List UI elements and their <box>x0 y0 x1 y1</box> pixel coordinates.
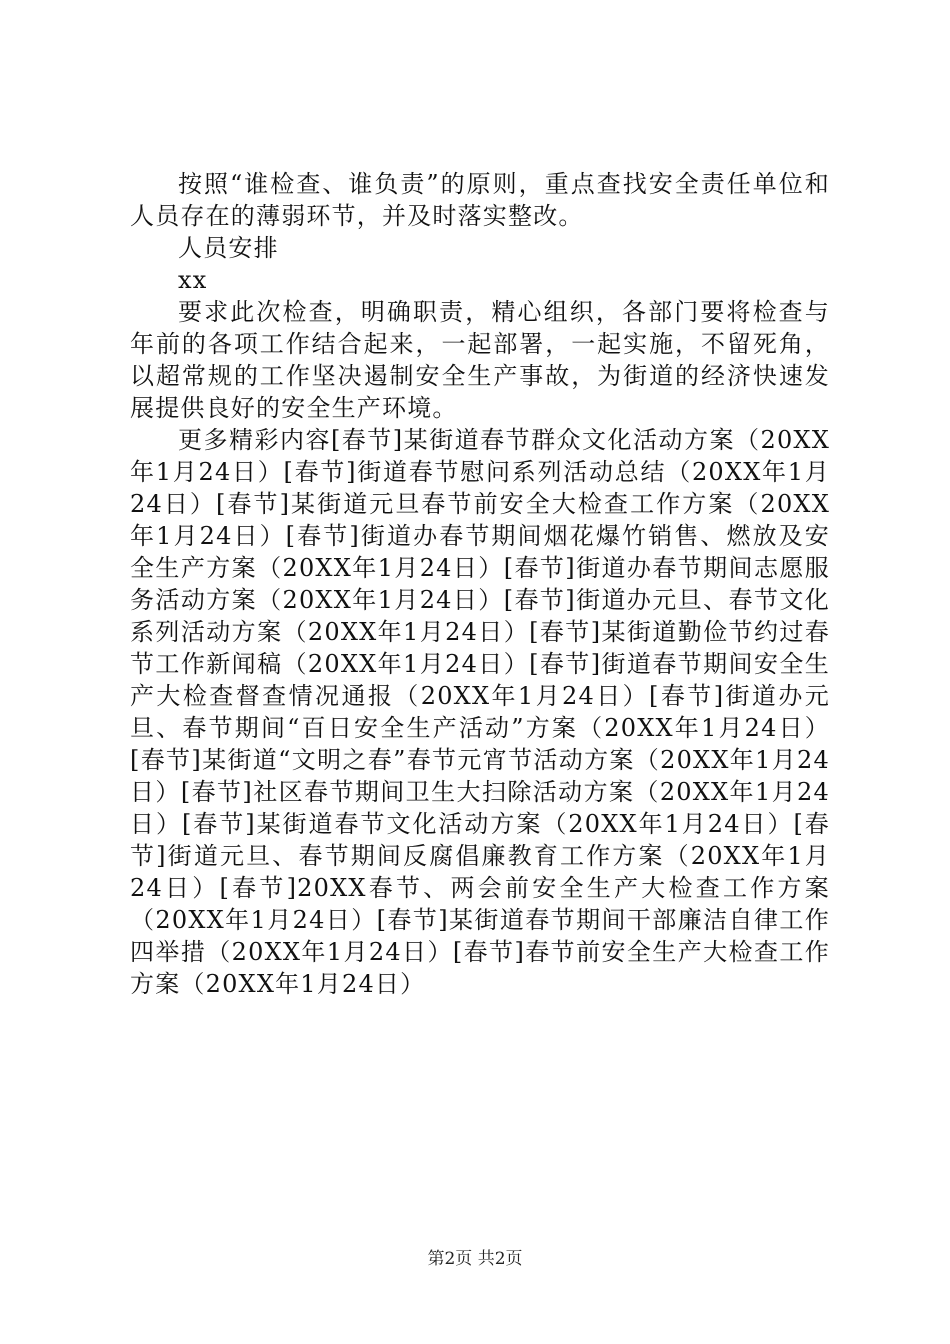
page-number-footer: 第2页 共2页 <box>427 1249 523 1269</box>
paragraph-more-content: 更多精彩内容[春节]某街道春节群众文化活动方案（20XX年1月24日）[春节]街道春节慰问系列活动总结（20XX年1月24日）[春节]某街道元旦春节前安全大检查工作方案（20XX年1月24日）[春节]街道办春节期间烟花爆竹销售、燃放及安全生产方案（20XX年1月24日）[春节]街道办春节期间志愿服务活动方案（20XX年1月24日）[春节]街道办元旦、春节文化系列活动方案（20XX年1月24日）[春节]某街道勤俭节约过春节工作新闻稿（20XX年1月24日）[春节]街道春节期间安全生产大检查督查情况通报（20XX年1月24日）[春节]街道办元旦、春节期间“百日安全生产活动”方案（20XX年1月24日）[春节]某街道“文明之春”春节元宵节活动方案（20XX年1月24日）[春节]社区春节期间卫生大扫除活动方案（20XX年1月24日）[春节]某街道春节文化活动方案（20XX年1月24日）[春节]街道元旦、春节期间反腐倡廉教育工作方案（20XX年1月24日）[春节]20XX春节、两会前安全生产大检查工作方案（20XX年1月24日）[春节]某街道春节期间干部廉洁自律工作四举措（20XX年1月24日）[春节]春节前安全生产大检查工作方案（20XX年1月24日） <box>130 426 830 998</box>
paragraph-requirements: 要求此次检查，明确职责，精心组织，各部门要将检查与年前的各项工作结合起来，一起部署，一起实施，不留死角，以超常规的工作坚决遏制安全生产事故，为街道的经济快速发展提供良好的安全生产环境。 <box>130 298 830 422</box>
paragraph-staffing-value: xx <box>178 266 208 294</box>
document-body <box>130 168 830 1000</box>
paragraph-staffing-heading: 人员安排 <box>178 234 279 262</box>
paragraph-inspection-principle: 按照“谁检查、谁负责”的原则，重点查找安全责任单位和人员存在的薄弱环节，并及时落实整改。 <box>130 170 830 230</box>
